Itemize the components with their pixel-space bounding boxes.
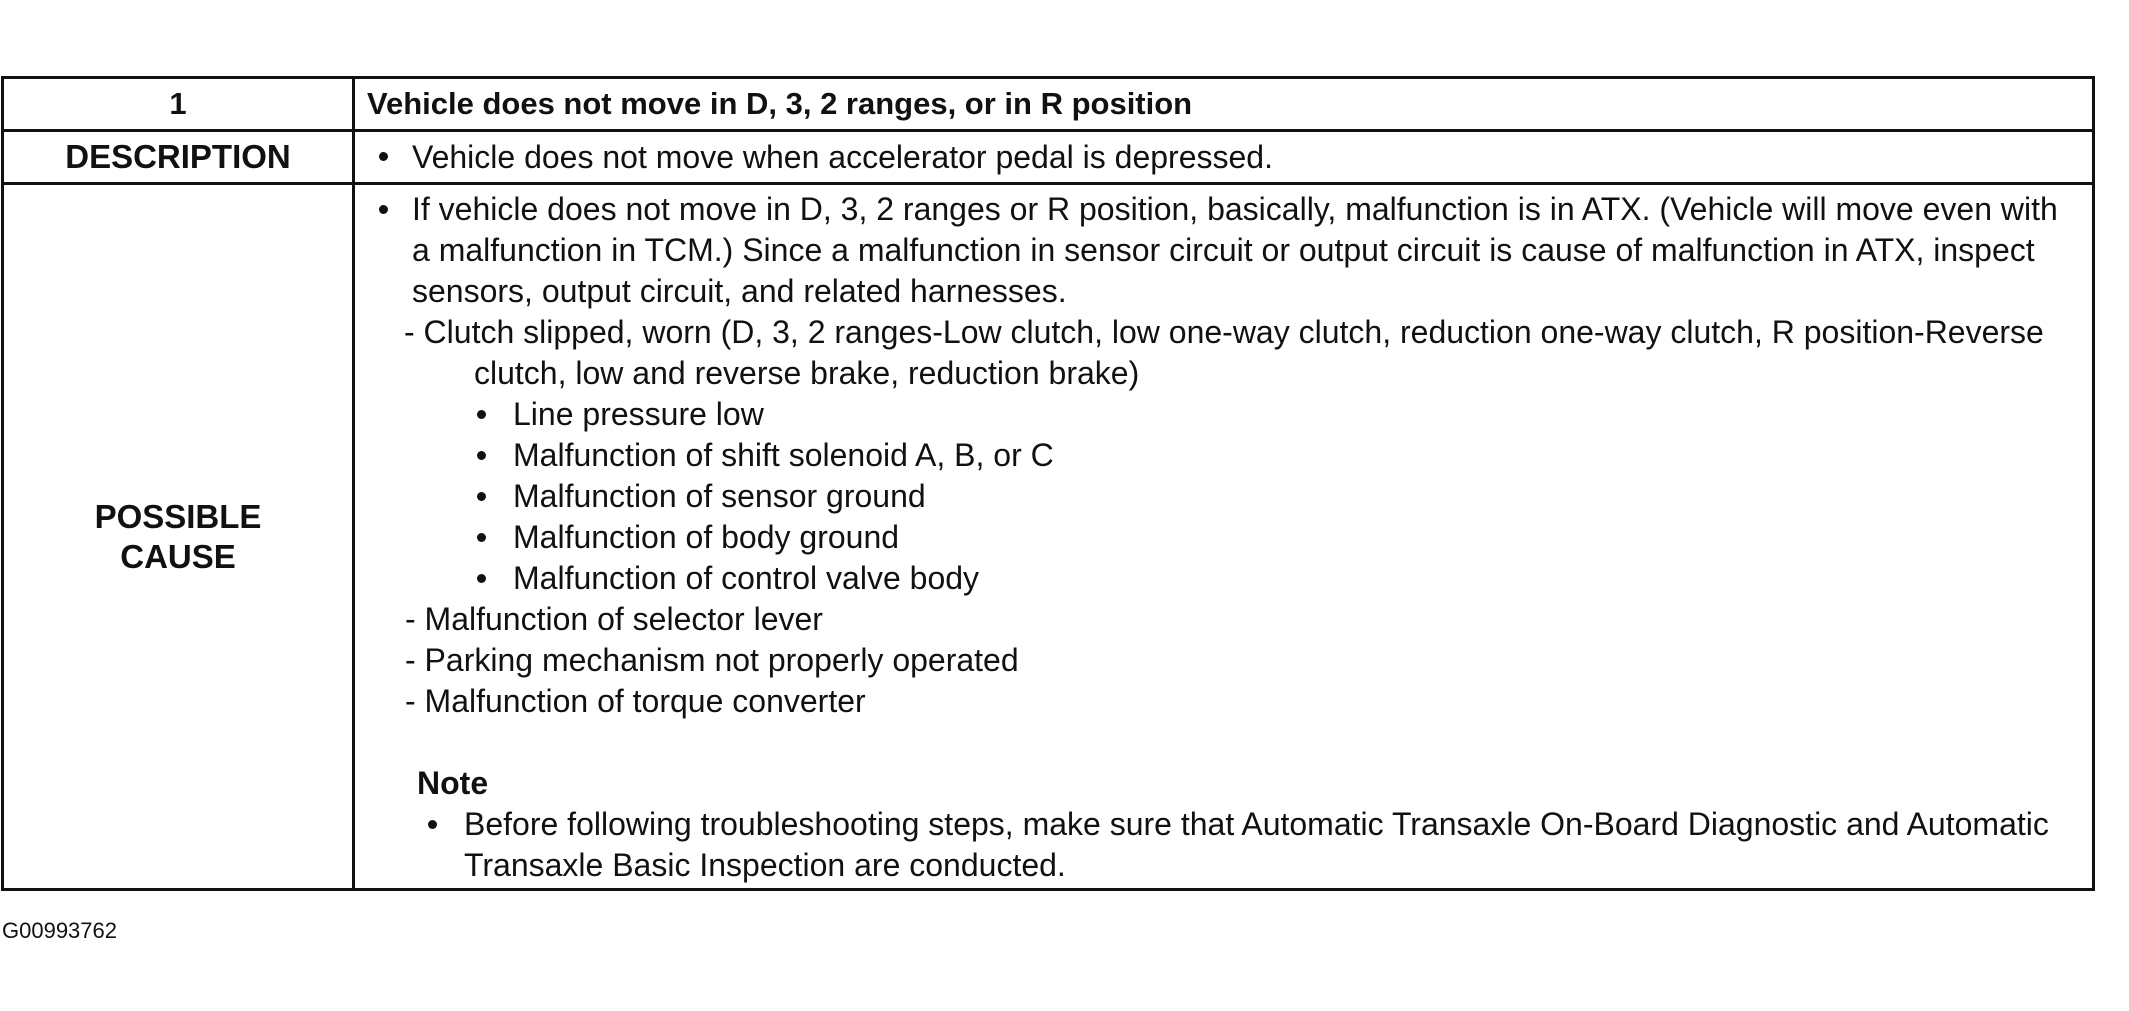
sub-bullet-text: Malfunction of body ground [513, 519, 900, 555]
bullet-icon [379, 205, 388, 214]
bullet-icon [477, 492, 486, 501]
list-item [477, 435, 2092, 476]
torque-converter-item: - Malfunction of torque converter [405, 683, 866, 719]
possible-cause-label-line1: POSSIBLE [94, 497, 262, 535]
list-item [477, 476, 2092, 517]
possible-cause-cell [354, 184, 2094, 890]
list-item [477, 394, 2092, 435]
description-text: Vehicle does not move when accelerator pedal is depressed. [412, 138, 1273, 175]
sub-bullet-text: Line pressure low [513, 396, 764, 432]
note-heading: Note [417, 765, 489, 801]
description-cell [354, 131, 2094, 184]
bullet-icon [428, 820, 437, 829]
description-label: DESCRIPTION [3, 131, 354, 184]
bullet-icon [477, 410, 486, 419]
sub-bullet-list [355, 394, 2092, 599]
step-number: 1 [3, 78, 354, 131]
clutch-item: - Clutch slipped, worn (D, 3, 2 ranges-Low clutch, low one-way clutch, reduction one-way clutch, R position-Reverse clutch, low and reverse brake, reduction brake) [404, 314, 2044, 391]
bullet-icon [477, 574, 486, 583]
table-header-row [3, 78, 2094, 131]
sub-bullet-text: Malfunction of control valve body [513, 560, 980, 596]
parking-mechanism-item: - Parking mechanism not properly operated [405, 642, 1019, 678]
list-item [355, 189, 2092, 312]
figure-code: G00993762 [2, 918, 117, 943]
list-item [477, 517, 2092, 558]
sub-bullet-text: Malfunction of shift solenoid A, B, or C [513, 437, 1054, 473]
symptom-title: Vehicle does not move in D, 3, 2 ranges, or in R position [354, 78, 2094, 131]
list-item [477, 558, 2092, 599]
cause-main-text: If vehicle does not move in D, 3, 2 ranges or R position, basically, malfunction is in ATX. (Vehicle will move even with a malfunction in TCM.) Since a malfunction in sensor circuit or output circuit is cause of malfunction in ATX, inspect sensors, output circuit, and related harnesses. [412, 191, 2058, 309]
bullet-icon [379, 152, 388, 161]
possible-cause-label [3, 184, 354, 890]
spacer [355, 722, 2092, 763]
possible-cause-row [3, 184, 2094, 890]
troubleshooting-table [1, 76, 2095, 891]
bullet-icon [477, 533, 486, 542]
description-row [3, 131, 2094, 184]
possible-cause-label-line2: CAUSE [120, 537, 236, 575]
sub-bullet-text: Malfunction of sensor ground [513, 478, 926, 514]
list-item [355, 804, 2092, 886]
bullet-icon [477, 451, 486, 460]
list-item [355, 139, 2092, 176]
selector-lever-item: - Malfunction of selector lever [405, 601, 823, 637]
note-text: Before following troubleshooting steps, make sure that Automatic Transaxle On-Board Diagnostic and Automatic Transaxle Basic Inspection are conducted. [464, 806, 2049, 883]
